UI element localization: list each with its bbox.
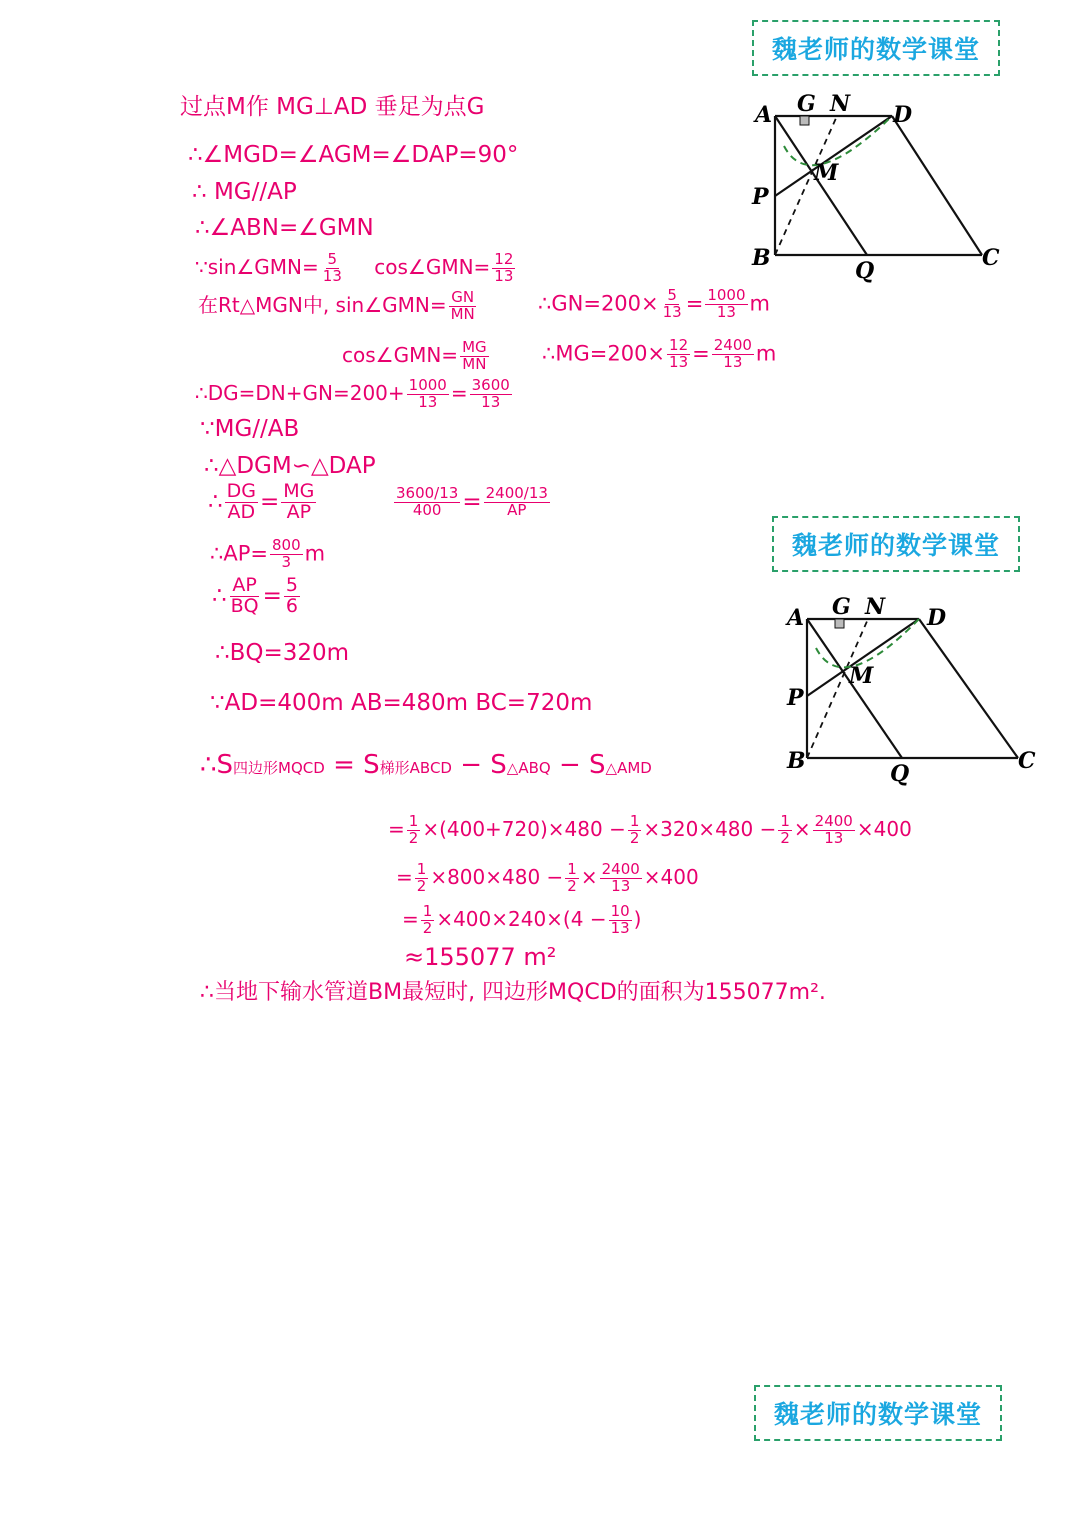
label-G: G (832, 594, 851, 620)
solution-line: ∴S四边形MQCD = S梯形ABCD − S△ABQ − S△AMD (200, 750, 652, 780)
label-B: B (752, 245, 771, 271)
label-Q: Q (890, 761, 910, 787)
solution-line: = $\frac{1}{2}$ ×400×240×(4 − $\frac{10}{13}$ ) (402, 902, 642, 937)
label-A: A (787, 605, 805, 631)
solution-line: ∴DG=DN+GN=200+ $\frac{1000}{13}$ = $\frac{3600}{13}$ (195, 376, 510, 411)
label-P: P (752, 184, 769, 210)
watermark-badge (752, 20, 1000, 76)
geometry-figure-1 (740, 88, 1020, 288)
solution-line: ∵AD=400m AB=480m BC=720m (210, 690, 593, 716)
label-B: B (787, 748, 806, 774)
geometry-figure-2 (772, 590, 1052, 790)
solution-line: 在Rt△MGN中, sin∠GMN= $\frac{GN}{MN}$ (198, 288, 475, 323)
solution-line: ∴ $\frac{AP}{BQ}$ = $\frac{5}{6}$ (212, 574, 299, 617)
solution-line: ∴△DGM∽△DAP (204, 453, 376, 479)
solution-line: ∴∠MGD=∠AGM=∠DAP=90° (188, 142, 519, 168)
watermark-text: 魏老师的数学课堂 (773, 1400, 982, 1429)
solution-line: cos∠GMN= $\frac{MG}{MN}$ (342, 338, 487, 373)
label-G: G (797, 91, 816, 117)
label-M: M (849, 663, 874, 689)
label-P: P (787, 685, 804, 711)
watermark-text: 魏老师的数学课堂 (791, 531, 1000, 560)
label-D: D (927, 605, 947, 631)
solution-line: 过点M作 MG⊥AD 垂足为点G (180, 94, 485, 120)
solution-line: ≈155077 m² (404, 943, 557, 971)
label-C: C (1018, 748, 1036, 774)
solution-line: = $\frac{1}{2}$ ×800×480 − $\frac{1}{2}$ × $\frac{2400}{13}$ ×400 (396, 860, 699, 895)
label-M: M (814, 160, 839, 186)
label-D: D (893, 102, 913, 128)
label-N: N (830, 91, 851, 117)
solution-line: ∴MG=200× $\frac{12}{13}$ = $\frac{2400}{13}$ m (542, 336, 777, 371)
solution-line: ∴BQ=320m (215, 640, 350, 666)
solution-line: ∴ $\frac{DG}{AD}$ = $\frac{MG}{AP}$ (208, 480, 315, 523)
solution-line: ∴ MG//AP (192, 179, 297, 205)
label-N: N (865, 594, 886, 620)
watermark-badge (754, 1385, 1002, 1441)
solution-line: $\frac{3600/13}{400}$ = $\frac{2400/13}{AP}$ (396, 484, 548, 519)
solution-line: ∵MG//AB (200, 416, 300, 442)
arc (816, 619, 919, 667)
label-Q: Q (855, 258, 875, 284)
solution-line: ∴GN=200× $\frac{5}{13}$ = $\frac{1000}{13}$ m (538, 286, 770, 321)
solution-line: ∴AP= $\frac{800}{3}$ m (210, 536, 326, 571)
solution-conclusion: ∴当地下输水管道BM最短时, 四边形MQCD的面积为155077m². (200, 980, 826, 1005)
label-C: C (982, 245, 1000, 271)
watermark-text: 魏老师的数学课堂 (771, 35, 980, 64)
solution-line: ∵sin∠GMN= $\frac{5}{13}$ cos∠GMN= $\frac{12}{13}$ (195, 250, 514, 285)
label-A: A (755, 102, 773, 128)
solution-line: = $\frac{1}{2}$ ×(400+720)×480 − $\frac{1}{2}$ ×320×480 − $\frac{1}{2}$ × $\frac{2400}{13}$ ×400 (388, 812, 912, 847)
solution-line: ∴∠ABN=∠GMN (195, 215, 374, 241)
watermark-badge (772, 516, 1020, 572)
